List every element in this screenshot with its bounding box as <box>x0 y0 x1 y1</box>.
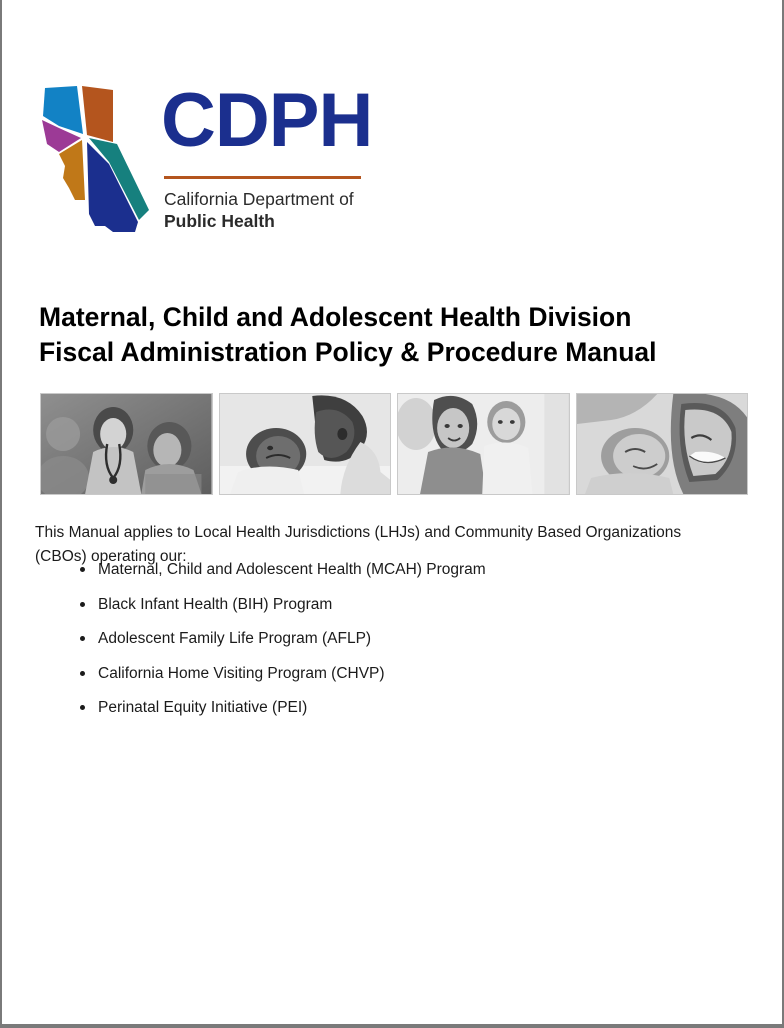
photo-mother-and-baby-faces <box>576 393 749 495</box>
document-title-line-1: Maternal, Child and Adolescent Health Division <box>39 302 632 332</box>
bullet-icon <box>80 636 85 641</box>
logo-subtitle-line-1: California Department of <box>164 189 354 209</box>
bullet-icon <box>80 705 85 710</box>
bullet-icon <box>80 567 85 572</box>
list-item-label: Perinatal Equity Initiative (PEI) <box>98 699 308 716</box>
cdph-logo <box>39 78 379 242</box>
list-item <box>80 698 700 718</box>
bullet-icon <box>80 602 85 607</box>
list-item-label: Adolescent Family Life Program (AFLP) <box>98 630 372 647</box>
program-list <box>80 560 700 733</box>
california-state-outline-icon <box>39 82 151 237</box>
list-item <box>80 664 700 684</box>
list-item <box>80 595 700 615</box>
logo-subtitle <box>164 188 411 232</box>
logo-subtitle-line-2: Public Health <box>164 211 275 231</box>
photo-healthcare-worker-with-child <box>40 393 213 495</box>
photo-mother-holding-baby <box>397 393 570 495</box>
document-title-line-2: Fiscal Administration Policy & Procedure Manual <box>39 337 657 367</box>
document-title <box>39 300 739 370</box>
list-item-label: California Home Visiting Program (CHVP) <box>98 664 385 682</box>
bullet-icon <box>80 671 85 676</box>
logo-text-group <box>161 78 411 232</box>
list-item-label: Maternal, Child and Adolescent Health (MCAH) Program <box>98 561 486 578</box>
logo-divider-rule <box>164 176 361 179</box>
list-item-label: Black Infant Health (BIH) Program <box>98 595 333 613</box>
photo-father-kissing-baby <box>219 393 392 495</box>
list-item <box>80 560 700 580</box>
intro-paragraph: This Manual applies to Local Health Jurisdictions (LHJs) and Community Based Organizations (CBOs) operating our: <box>35 523 682 565</box>
list-item <box>80 629 700 649</box>
logo-wordmark: CDPH <box>161 78 373 163</box>
photo-strip <box>40 393 748 495</box>
